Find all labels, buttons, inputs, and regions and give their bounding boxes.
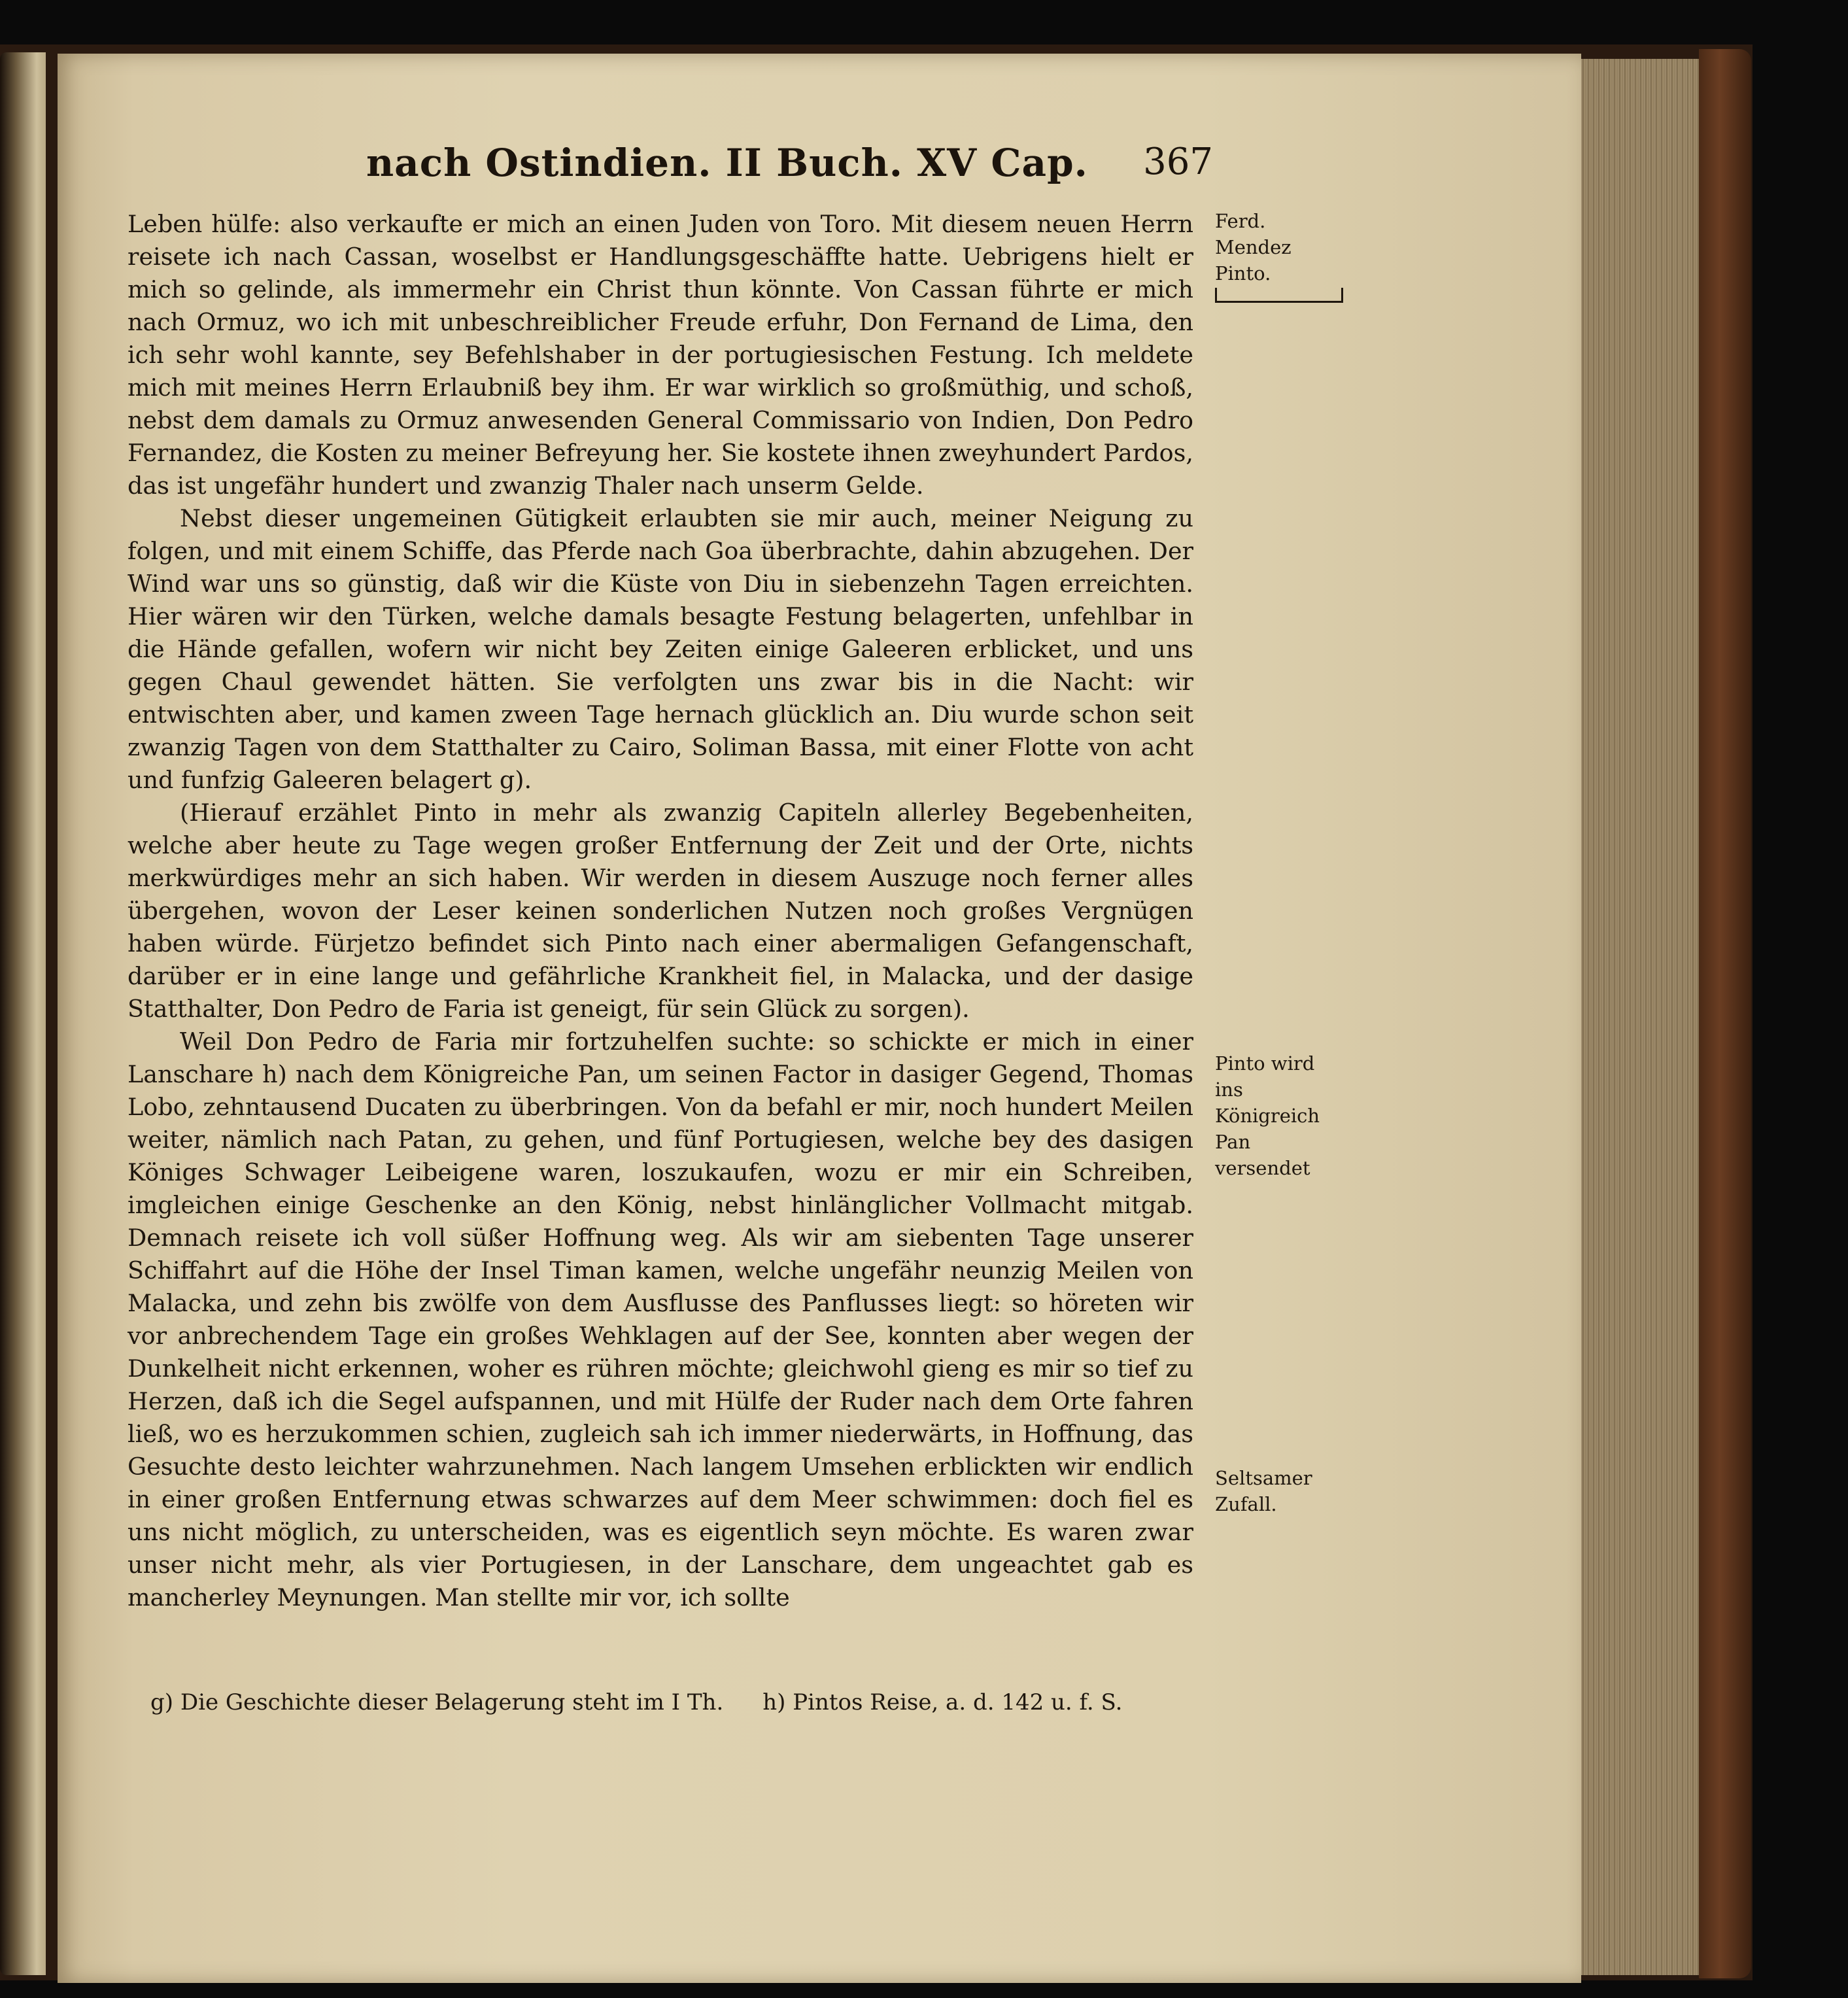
footnotes [150,1687,1210,1717]
paragraph: Leben hülfe: also verkaufte er mich an einen Juden von Toro. Mit diesem neuen Herrn reisete ich nach Cassan, woselbst er Handlungsgeschäffte hatte. Uebrigens hielt er mich so gelinde, als immermehr ein Christ thun könnte. Von Cassan führte er mich nach Ormuz, wo ich mit unbeschreiblicher Freude erfuhr, Don Fernand de Lima, den ich sehr wohl kannte, sey Befehlshaber in der portugiesischen Festung. Ich meldete mich mit meines Herrn Erlaubniß bey ihm. Er war wirklich so großmüthig, und schoß, nebst dem damals zu Ormuz anwesenden General Commissario von Indien, Don Pedro Fernandez, die Kosten zu meiner Befreyung her. Sie kostete ihnen zweyhundert Pardos, das ist ungefähr hundert und zwanzig Thaler nach unserm Gelde. [128,210,1193,500]
marginal-note-text: Ferd. Mendez Pinto. [1215,210,1292,284]
body-text [128,208,1193,1614]
marginal-note: Seltsamer Zufall. [1215,1467,1312,1515]
book-cover-edge [1699,49,1751,1978]
paragraph: Nebst dieser ungemeinen Gütigkeit erlaubten sie mir auch, meiner Neigung zu folgen, und mit einem Schiffe, das Pferde nach Goa überbrachte, dahin abzugehen. Der Wind war uns so günstig, daß wir die Küste von Diu in siebenzehn Tagen erreichten. Hier wären wir den Türken, welche damals besagte Festung belagerten, unfehlbar in die Hände gefallen, wofern wir nicht bey Zeiten einige Galeeren erblicket, und uns gegen Chaul gewendet hätten. Sie verfolgten uns zwar bis in die Nacht: wir entwischten aber, und kamen zween Tage hernach glücklich an. Diu wurde schon seit zwanzig Tagen von dem Statthalter zu Cairo, Soliman Bassa, mit einer Flotte von acht und funfzig Galeeren belagert g). [128,504,1193,794]
paragraph: (Hierauf erzählet Pinto in mehr als zwanzig Capiteln allerley Begebenheiten, welche aber heute zu Tage wegen großer Entfernung der Zeit und der Orte, nichts merkwürdiges mehr an sich haben. Wir werden in diesem Auszuge noch ferner alles übergehen, wovon der Leser keinen sonderlichen Nutzen noch großes Vergnügen haben würde. Fürjetzo befindet sich Pinto nach einer abermaligen Gefangenschaft, darüber er in eine lange und gefährliche Krankheit fiel, in Malacka, und der dasige Statthalter, Don Pedro de Faria ist geneigt, für sein Glück zu sorgen). [128,799,1193,1023]
marginal-bracket [1215,288,1343,303]
paragraph: Weil Don Pedro de Faria mir fortzuhelfen suchte: so schickte er mich in einer Lanschare h) nach dem Königreiche Pan, um seinen Factor in dasiger Gegend, Thomas Lobo, zehntausend Ducaten zu überbringen. Von da befahl er mir, noch hundert Meilen weiter, nämlich nach Patan, zu gehen, und fünf Portugiesen, welche bey des dasigen Königes Schwager Leibeigene waren, loszukaufen, wozu er mir ein Schreiben, imgleichen einige Geschenke an den König, nebst hinlänglicher Vollmacht mitgab. Demnach reisete ich voll süßer Hoffnung weg. Als wir am siebenten Tage unserer Schiffahrt auf die Höhe der Insel Timan kamen, welche ungefähr neunzig Meilen von Malacka, und zehn bis zwölfe von dem Ausflusse des Panflusses liegt: so höreten wir vor anbrechendem Tage ein großes Wehklagen auf der See, konnten aber wegen der Dunkelheit nicht erkennen, woher es rühren möchte; gleichwohl gieng es mir so tief zu Herzen, daß ich die Segel aufspannen, und mit Hülfe der Ruder nach dem Orte fahren ließ, wo es herzukommen schien, zugleich sah ich immer niederwärts, in Hoffnung, das Gesuchte desto leichter wahrzunehmen. Nach langem Umsehen erblickten wir endlich in einer großen Entfernung etwas schwarzes auf dem Meer schwimmen: doch fiel es uns nicht möglich, zu unterscheiden, was es eigentlich seyn möchte. Es waren zwar unser nicht mehr, als vier Portugiesen, in der Lanschare, dem ungeachtet gab es mancherley Meynungen. Man stellte mir vor, ich sollte [128,1027,1193,1611]
marginal-note: Pinto wird ins Königreich Pan versendet [1215,1052,1320,1179]
page-number: 367 [1143,141,1213,183]
page-stack-edge [1581,59,1699,1975]
marginal-note [1215,208,1346,303]
footnote-g: g) Die Geschichte dieser Belagerung steht im I Th. [150,1689,724,1715]
footnote-h: h) Pintos Reise, a. d. 142 u. f. S. [762,1689,1123,1715]
running-head: nach Ostindien. II Buch. XV Cap. [366,141,1088,185]
left-page-edge [0,52,46,1975]
